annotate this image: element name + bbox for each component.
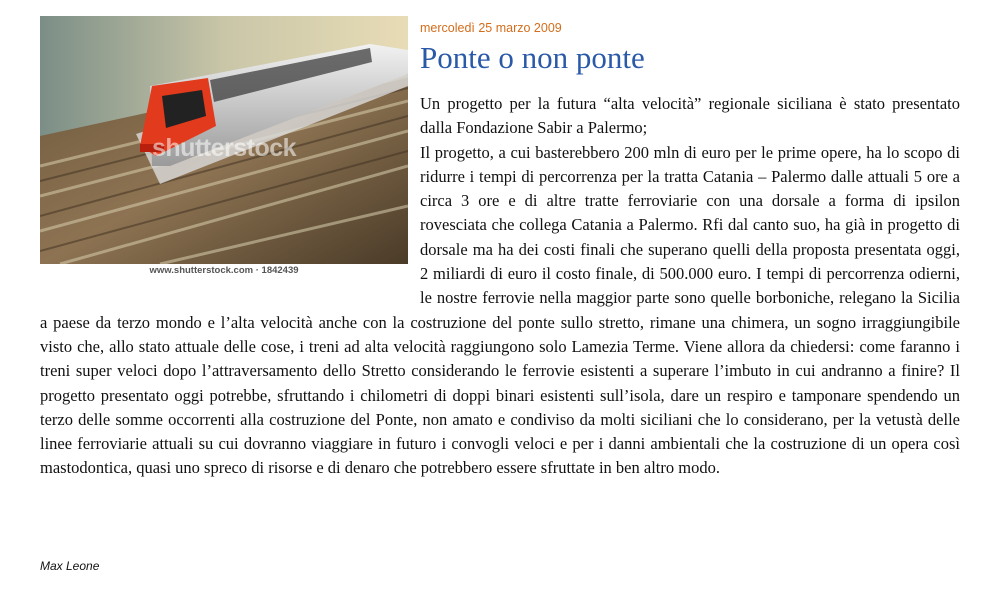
paragraph-main: Il progetto, a cui basterebbero 200 mln di euro per le prime opere, ha lo scopo di ridurre i tempi di percorrenza per la tratta Catania – Palermo dalle attuali 5 ore a circa 3 ore e di altre tratte ferroviarie con una dorsale a forma di ipsilon rovesciata che collega Catania a Palermo. Rfi dal canto suo, ha già in progetto di dorsale ma ha dei costi finali che superano quelli della proposta presentata oggi, 2 miliardi di euro il costo finale, di 500.000 euro. I tempi di percorrenza odierni, le nostre ferrovie nella maggior parte sono quelle borboniche, relegano la Sicilia a paese da terzo mondo e l’alta velocità anche con la costruzione del ponte sullo stretto, rimane una chimera, un sogno irraggiungibile visto che, allo stato attuale delle cose, i treni ad alta velocità raggiungono solo Lamezia Terme. Viene allora da chiedersi: come faranno i treni super veloci dopo l’attraversamento dello Stretto considerando le ferrovie esistenti a superare l’imbuto in cui andranno a finire? Il progetto presentato oggi potrebbe, sfruttando i chilometri di doppi binari esistenti sull’isola, dare un respiro e tamponare spendendo un terzo delle somme occorrenti alla costruzione del Ponte, non amato e condiviso da molti siciliani che lo considerano, per la vetustà delle linee ferroviarie attuali su cui dovranno viaggiare in futuro i convogli veloci e per i danni ambientali che la costruzione di un opera così mastodontica, quasi uno spreco di risorse e di denaro che potrebbero essere sfruttate in ben altro modo. <box>40 142 960 478</box>
shutterstock-watermark: shutterstock <box>152 134 297 162</box>
post-title[interactable]: Ponte o non ponte <box>420 40 645 75</box>
paragraph-intro: Un progetto per la futura “alta velocità” regionale siciliana è stato presentato dalla Fondazione Sabir a Palermo; <box>420 94 960 138</box>
image-float-spacer <box>40 92 420 287</box>
post-body <box>40 92 960 481</box>
photo-caption: www.shutterstock.com · 1842439 <box>40 264 408 280</box>
post-date: mercoledì 25 marzo 2009 <box>420 21 562 35</box>
author-signature: Max Leone <box>40 559 100 573</box>
